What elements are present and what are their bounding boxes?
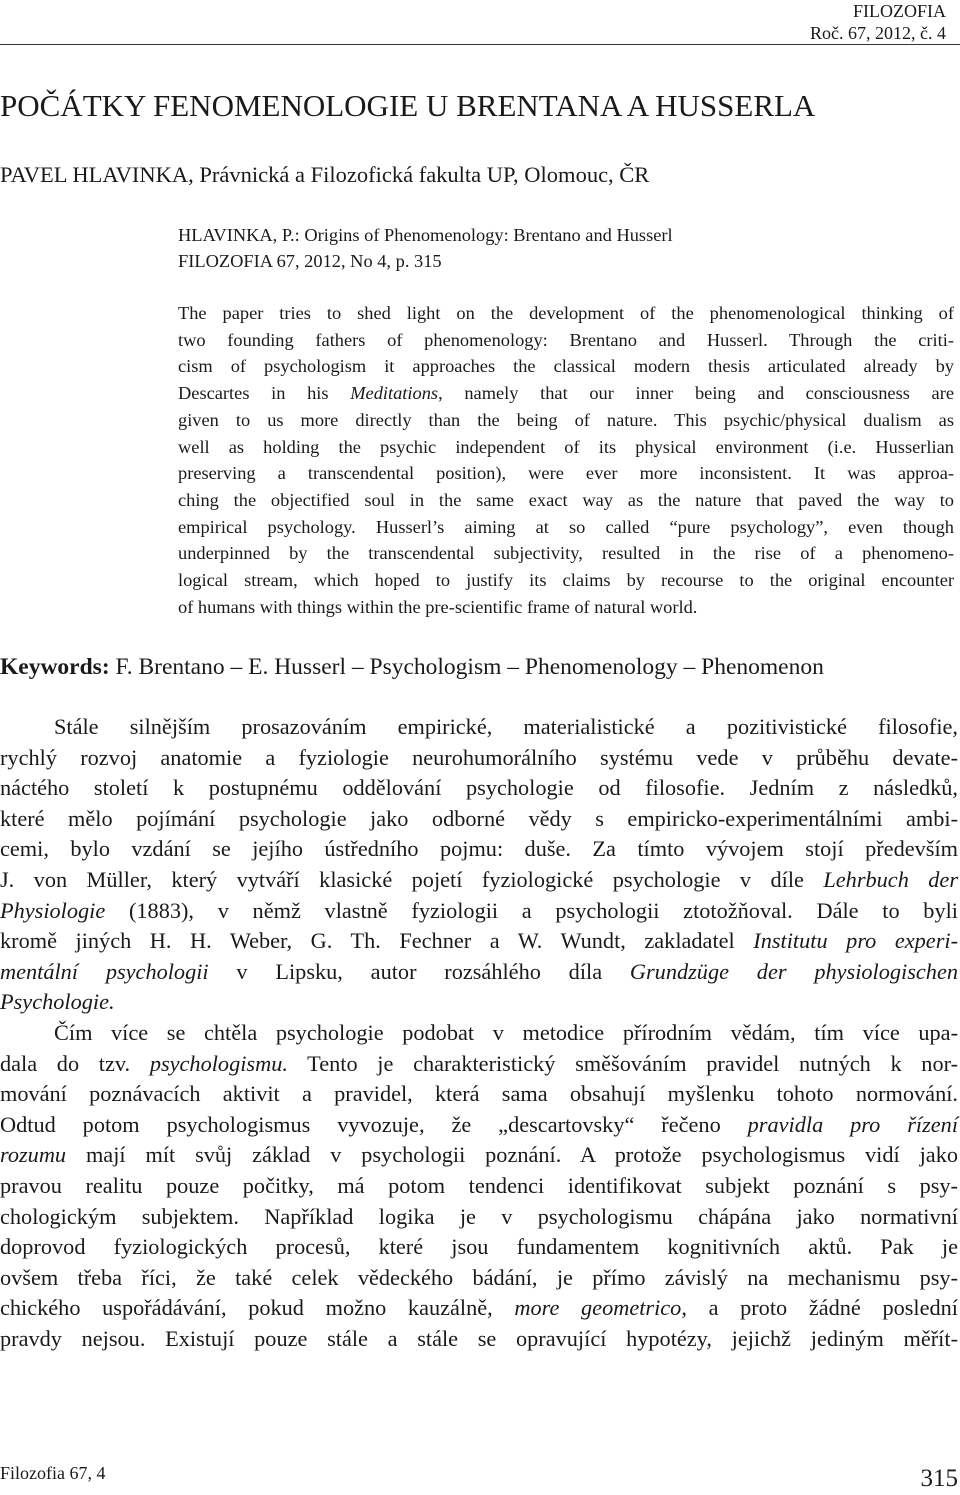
paragraph-1: [0, 712, 958, 1018]
citation: [178, 222, 938, 274]
body-line: Stále silnějším prosazováním empirické, materialistické a pozitivistické filosofie,: [54, 714, 958, 739]
body-line: Physiologie (1883), v němž vlastně fyziologii a psychologii ztotožňoval. Dále to byli: [0, 897, 958, 923]
body-line: pravou realitu pouze počitky, má potom tendenci identifikovat subjekt poznání s psy-: [0, 1172, 958, 1198]
keywords: [0, 651, 960, 683]
body-line: kromě jiných H. H. Weber, G. Th. Fechner a W. Wundt, zakladatel Institutu pro experi-: [0, 928, 958, 954]
keywords-label: Keywords:: [0, 654, 110, 680]
body-text: [0, 712, 958, 1354]
body-line: J. von Müller, který vytváří klasické pojetí fyziologické psychologie v díle Lehrbuch der: [0, 866, 958, 892]
abstract-line: preserving a transcendental position), were ever more inconsistent. It was approa-: [178, 463, 954, 484]
citation-line-1: HLAVINKA, P.: Origins of Phenomenology: Brentano and Husserl: [178, 225, 673, 245]
body-line: ovšem třeba říci, že také celek vědeckého bádání, je přímo závislý na mechanismu psy-: [0, 1264, 958, 1290]
body-line: mování poznávacích aktivit a pravidel, která sama obsahují myšlenku tohoto normování.: [0, 1081, 958, 1107]
header-rule: [0, 44, 960, 45]
abstract-line: ching the objectified soul in the same exact way as the nature that paved the way to: [178, 489, 954, 510]
abstract-line: two founding fathers of phenomenology: Brentano and Husserl. Through the criti-: [178, 329, 954, 350]
abstract-line: cism of psychologism it approaches the classical modern thesis articulated already by: [178, 356, 954, 377]
running-head: [810, 0, 946, 44]
body-line: chologickým subjektem. Například logika je v psychologismu chápána jako normativní: [0, 1203, 958, 1229]
volume-info: Roč. 67, 2012, č. 4: [810, 23, 946, 43]
body-line: které mělo pojímání psychologie jako odborné vědy s empiricko-experimentálními ambi-: [0, 805, 958, 831]
footer-journal-volume: Filozofia 67, 4: [0, 1463, 106, 1483]
author-affiliation: PAVEL HLAVINKA, Právnická a Filozofická fakulta UP, Olomouc, ČR: [0, 162, 650, 187]
abstract-line: Descartes in his Meditations, namely that our inner being and consciousness are: [178, 383, 954, 404]
body-line: dala do tzv. psychologismu. Tento je charakteristický směšováním pravidel nutných k nor-: [0, 1050, 958, 1076]
abstract-line: empirical psychology. Husserl’s aiming at so called “pure psychology”, even though: [178, 516, 954, 537]
abstract: [178, 300, 954, 620]
paragraph-2: [0, 1018, 958, 1355]
body-line: cemi, bylo vzdání se jejího ústředního pojmu: duše. Za tímto vývojem stojí především: [0, 836, 958, 862]
body-line: Čím více se chtěla psychologie podobat v metodice přírodním vědám, tím více upa-: [54, 1019, 958, 1045]
body-line: mentální psychologii v Lipsku, autor rozsáhlého díla Grundzüge der physiologischen: [0, 958, 958, 984]
abstract-line: of humans with things within the pre-scientific frame of natural world.: [178, 596, 698, 617]
abstract-line: The paper tries to shed light on the development of the phenomenological thinking of: [178, 303, 954, 323]
abstract-line: well as holding the psychic independent of its physical environment (i.e. Husserlian: [178, 436, 954, 457]
body-line: náctého století k postupnému oddělování psychologie od filosofie. Jedním z následků,: [0, 775, 958, 801]
body-line: chického uspořádávání, pokud možno kauzálně, more geometrico, a proto žádné poslední: [0, 1295, 959, 1321]
page-number: 315: [920, 1465, 958, 1492]
body-line: doprovod fyziologických procesů, které jsou fundamentem kognitivních aktů. Pak je: [0, 1234, 958, 1260]
body-line: rychlý rozvoj anatomie a fyziologie neurohumorálního systému vede v průběhu devate-: [0, 744, 958, 770]
abstract-line: given to us more directly than the being of nature. This psychic/physical dualism as: [178, 409, 954, 430]
body-line: rozumu mají mít svůj základ v psychologii poznání. A protože psychologismus vidí jako: [0, 1142, 958, 1168]
body-line: pravdy nejsou. Existují pouze stále a stále se opravující hypotézy, jejichž jediným měřít-: [0, 1325, 958, 1351]
body-line: Psychologie.: [0, 989, 115, 1015]
meditations-title: Meditations: [350, 383, 439, 404]
abstract-line: underpinned by the transcendental subjectivity, resulted in the rise of a phenomeno-: [178, 543, 954, 564]
citation-line-2: FILOZOFIA 67, 2012, No 4, p. 315: [178, 251, 442, 271]
keywords-list: F. Brentano – E. Husserl – Psychologism – Phenomenology – Phenomenon: [115, 654, 824, 680]
body-line: Odtud potom psychologismus vyvozuje, že „descartovsky“ řečeno pravidla pro řízení: [0, 1111, 959, 1137]
article-title: POČÁTKY FENOMENOLOGIE U BRENTANA A HUSSERLA: [0, 88, 816, 123]
abstract-line: logical stream, which hoped to justify its claims by recourse to the original encounter: [178, 570, 954, 591]
journal-name: FILOZOFIA: [853, 1, 946, 21]
